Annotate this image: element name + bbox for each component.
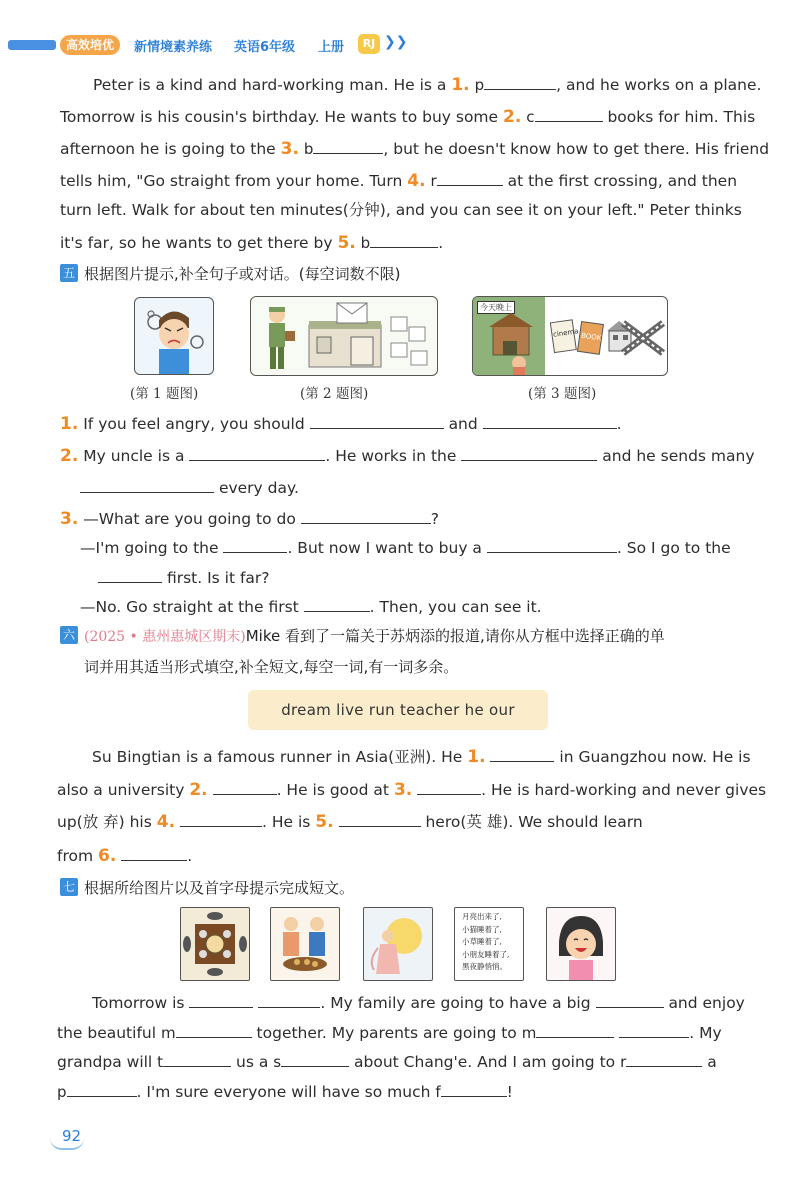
picture-family-dinner	[180, 907, 250, 981]
caption-picture-2: (第 2 题图)	[300, 386, 369, 402]
passage1-line1: Peter is a kind and hard-working man. He is a 1. p , and he works on a plane.	[93, 75, 762, 95]
passage1-line3: afternoon he is going to the 3. b , but he doesn't know how to get there. His friend	[60, 139, 770, 159]
passage2-line2: also a university 2. . He is good at 3. . He is hard-working and never gives	[57, 780, 767, 800]
picture-postman-post-office	[250, 296, 438, 376]
fill-blank[interactable]	[163, 1050, 231, 1067]
picture-poem	[454, 907, 524, 981]
fill-blank[interactable]	[189, 991, 253, 1008]
fill-blank[interactable]	[213, 778, 277, 795]
fill-blank[interactable]	[370, 231, 438, 248]
fill-blank[interactable]	[536, 1021, 614, 1038]
section6-title-line1: (2025 • 惠州惠城区期末)Mike 看到了一篇关于苏炳添的报道,请你从方框中选择正确的单	[84, 627, 665, 645]
fill-blank[interactable]	[189, 444, 325, 461]
section5-title: 根据图片提示,补全句子或对话。(每空词数不限)	[84, 265, 401, 283]
caption-picture-1: (第 1 题图)	[130, 386, 199, 402]
fill-blank[interactable]	[461, 444, 597, 461]
fill-blank[interactable]	[301, 507, 431, 524]
book-sign: BOOK	[580, 331, 602, 343]
passage3-line3: grandpa will t us a s about Chang'e. And I am going to r a	[57, 1050, 717, 1072]
term-label: 上册	[318, 40, 345, 55]
poem-line: 小朋友睡着了,	[462, 949, 510, 959]
fill-blank[interactable]	[437, 169, 503, 186]
fill-blank[interactable]	[223, 536, 287, 553]
source-label: (2025 • 惠州惠城区期末)	[84, 629, 246, 645]
tonight-label: 今天晚上	[477, 301, 515, 314]
fill-blank[interactable]	[310, 412, 444, 429]
subject-label: 英语6年级	[234, 40, 296, 55]
series-title: 新情境素养练	[134, 40, 213, 55]
fill-blank[interactable]	[483, 412, 617, 429]
passage3-line4: p . I'm sure everyone will have so much f !	[57, 1080, 513, 1102]
section5-mark: 五	[60, 264, 78, 282]
fill-blank[interactable]	[80, 476, 214, 493]
fill-blank[interactable]	[484, 73, 556, 90]
fill-blank[interactable]	[487, 536, 617, 553]
chevron-right-icon: ❯❯	[384, 34, 408, 50]
fill-blank[interactable]	[67, 1080, 137, 1097]
question-3: 3. —What are you going to do ?	[60, 509, 439, 529]
picture-cinema-bookstore-crossing	[472, 296, 668, 376]
passage1-line2: Tomorrow is his cousin's birthday. He wants to buy some 2. c books for him. This	[60, 107, 756, 127]
word-bank: dream live run teacher he our	[248, 690, 548, 730]
poem-line: 月亮出来了,	[462, 912, 502, 921]
question-3-line4: —No. Go straight at the first . Then, you can see it.	[80, 595, 542, 617]
series-badge: 高效培优	[60, 35, 120, 55]
question-3-line2: —I'm going to the . But now I want to buy a . So I go to the	[80, 536, 731, 558]
section7-title: 根据所给图片以及首字母提示完成短文。	[84, 879, 355, 897]
section6-title-line2: 词并用其适当形式填空,补全短文,每空一词,有一词多余。	[84, 658, 459, 676]
cinema-sign: cinema	[552, 327, 580, 339]
poem-line: 小猫睡着了,	[462, 924, 502, 934]
picture-angry-boy	[134, 297, 214, 375]
page-number: 92	[62, 1127, 82, 1145]
picture-happy-girl	[546, 907, 616, 981]
passage1-line5: turn left. Walk for about ten minutes(分钟), and you can see it on your left." Peter thinks	[60, 201, 742, 219]
passage3-line1: Tomorrow is . My family are going to have a big and enjoy	[92, 991, 745, 1013]
section6-mark: 六	[60, 626, 78, 644]
passage2-line4: from 6. .	[57, 846, 193, 866]
passage3-line2: the beautiful m together. My parents are going to m . My	[57, 1021, 722, 1043]
poem-line: 黑夜静悄悄。	[462, 962, 507, 971]
question-3-line3: first. Is it far?	[98, 566, 270, 588]
passage2-line3: up(放 弃) his 4. . He is 5. hero(英 雄). We should learn	[57, 812, 643, 832]
fill-blank[interactable]	[98, 566, 162, 583]
passage1-line6: it's far, so he wants to get there by 5. b .	[60, 233, 444, 253]
passage2-line1: Su Bingtian is a famous runner in Asia(亚洲). He 1. in Guangzhou now. He is	[92, 747, 751, 767]
picture-change-moon	[363, 907, 433, 981]
question-2: 2. My uncle is a . He works in the and he sends many	[60, 446, 755, 466]
fill-blank[interactable]	[180, 810, 262, 827]
fill-blank[interactable]	[313, 137, 383, 154]
fill-blank[interactable]	[535, 105, 603, 122]
fill-blank[interactable]	[281, 1050, 349, 1067]
fill-blank[interactable]	[490, 745, 554, 762]
header-bar	[8, 40, 56, 50]
poem-line: 小草睡着了,	[462, 937, 502, 946]
fill-blank[interactable]	[258, 991, 320, 1008]
fill-blank[interactable]	[304, 595, 370, 612]
question-1: 1. If you feel angry, you should and .	[60, 414, 622, 434]
fill-blank[interactable]	[619, 1021, 689, 1038]
fill-blank[interactable]	[121, 844, 187, 861]
picture-parents-mooncakes	[270, 907, 340, 981]
fill-blank[interactable]	[441, 1080, 507, 1097]
fill-blank[interactable]	[626, 1050, 702, 1067]
fill-blank[interactable]	[417, 778, 481, 795]
caption-picture-3: (第 3 题图)	[528, 386, 597, 402]
blank-number: 1.	[451, 75, 470, 95]
section7-mark: 七	[60, 878, 78, 896]
passage1-line4: tells him, "Go straight from your home. Turn 4. r at the first crossing, and then	[60, 171, 738, 191]
question-2-cont: every day.	[80, 476, 299, 498]
edition-badge: RJ	[358, 34, 380, 54]
fill-blank[interactable]	[176, 1021, 252, 1038]
fill-blank[interactable]	[339, 810, 421, 827]
fill-blank[interactable]	[596, 991, 664, 1008]
